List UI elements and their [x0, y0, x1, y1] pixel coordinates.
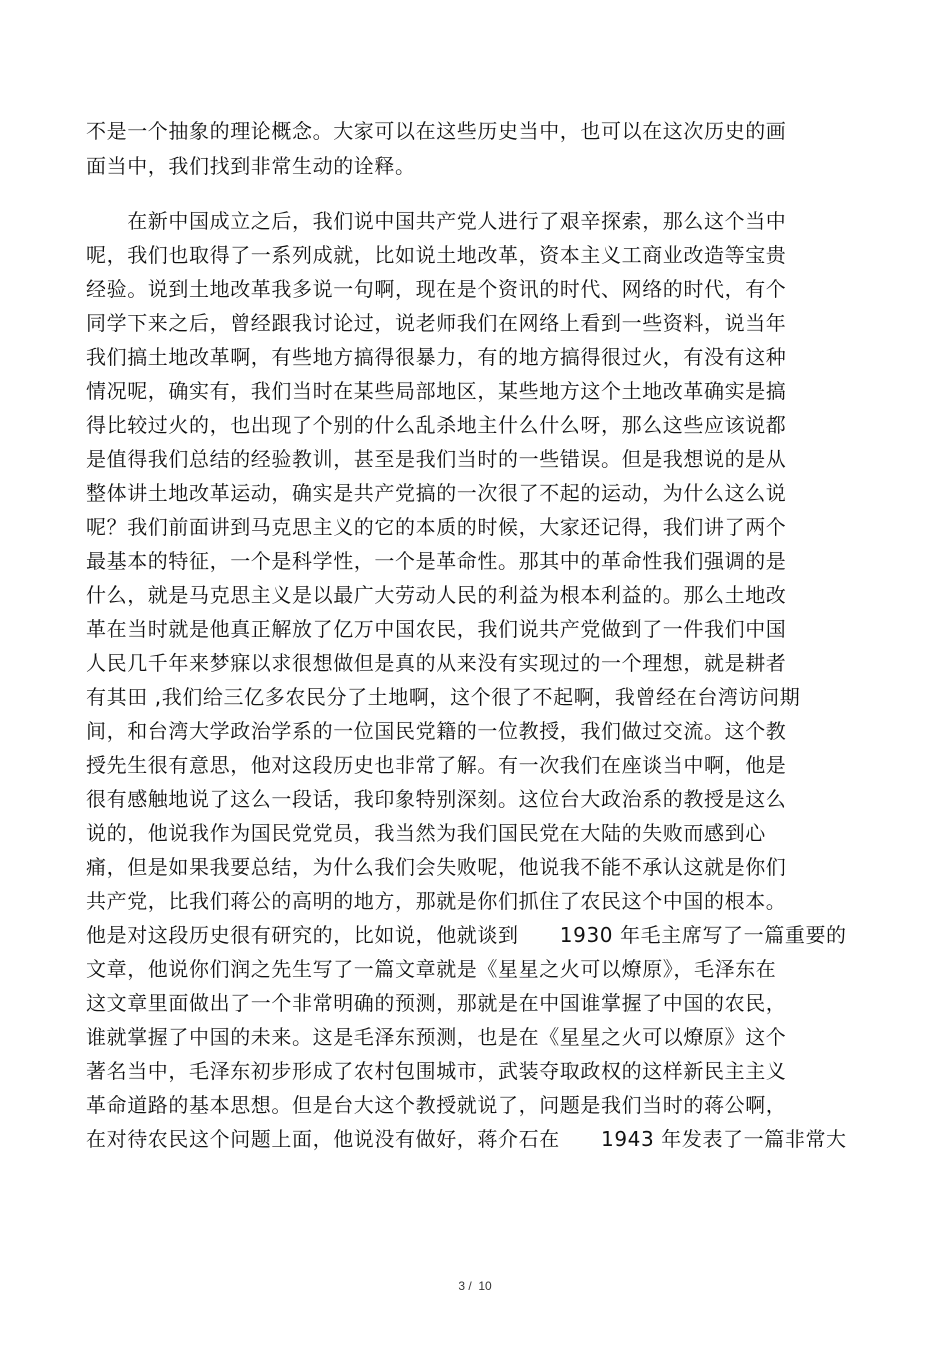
text-line: 呢？我们前面讲到马克思主义的它的本质的时候，大家还记得，我们讲了两个: [86, 515, 787, 539]
text-line: 有其田 ,我们给三亿多农民分了土地啊，这个很了不起啊，我曾经在台湾访问期: [86, 685, 801, 709]
text-line: 呢，我们也取得了一系列成就，比如说土地改革，资本主义工商业改造等宝贵: [86, 243, 787, 267]
text-line: 他是对这段历史很有研究的，比如说，他就谈到 1930 年毛主席写了一篇重要的: [86, 923, 847, 947]
text-line: 什么，就是马克思主义是以最广大劳动人民的利益为根本利益的。那么土地改: [86, 583, 787, 607]
text-line: 很有感触地说了这么一段话，我印象特别深刻。这位台大政治系的教授是这么: [86, 787, 787, 811]
text-line: 情况呢，确实有，我们当时在某些局部地区，某些地方这个土地改革确实是搞: [86, 379, 787, 403]
text-line: 说的，他说我作为国民党党员，我当然为我们国民党在大陆的失败而感到心: [86, 821, 766, 845]
text-line: 同学下来之后，曾经跟我讨论过，说老师我们在网络上看到一些资料，说当年: [86, 311, 787, 335]
text-line: 不是一个抽象的理论概念。大家可以在这些历史当中，也可以在这次历史的画: [86, 119, 787, 143]
text-line: 痛，但是如果我要总结，为什么我们会失败呢，他说我不能不承认这就是你们: [86, 855, 787, 879]
text-line: 经验。说到土地改革我多说一句啊，现在是个资讯的时代、网络的时代，有个: [86, 277, 787, 301]
text-line: 授先生很有意思，他对这段历史也非常了解。有一次我们在座谈当中啊，他是: [86, 753, 787, 777]
text-line: 面当中，我们找到非常生动的诠释。: [86, 154, 416, 178]
text-line: 革在当时就是他真正解放了亿万中国农民，我们说共产党做到了一件我们中国: [86, 617, 787, 641]
text-line: 得比较过火的，也出现了个别的什么乱杀地主什么什么呀，那么这些应该说都: [86, 413, 787, 437]
text-line: 整体讲土地改革运动，确实是共产党搞的一次很了不起的运动，为什么这么说: [86, 481, 787, 505]
text-line: 革命道路的基本思想。但是台大这个教授就说了，问题是我们当时的蒋公啊，: [86, 1093, 787, 1117]
text-line: 是值得我们总结的经验教训，甚至是我们当时的一些错误。但是我想说的是从: [86, 447, 787, 471]
text-line: 最基本的特征，一个是科学性，一个是革命性。那其中的革命性我们强调的是: [86, 549, 787, 573]
text-line: 我们搞土地改革啊，有些地方搞得很暴力，有的地方搞得很过火，有没有这种: [86, 345, 787, 369]
text-line: 人民几千年来梦寐以求很想做但是真的从来没有实现过的一个理想，就是耕者: [86, 651, 787, 675]
text-line: 间，和台湾大学政治学系的一位国民党籍的一位教授，我们做过交流。这个教: [86, 719, 787, 743]
text-line: 在对待农民这个问题上面，他说没有做好，蒋介石在 1943 年发表了一篇非常大: [86, 1127, 847, 1151]
page-number: 3 / 10: [458, 1279, 492, 1293]
text-line: 谁就掌握了中国的未来。这是毛泽东预测，也是在《星星之火可以燎原》这个: [86, 1025, 787, 1049]
text-line: 文章，他说你们润之先生写了一篇文章就是《星星之火可以燎原》，毛泽东在: [86, 957, 777, 981]
text-line: 这文章里面做出了一个非常明确的预测，那就是在中国谁掌握了中国的农民，: [86, 991, 787, 1015]
text-line: 在新中国成立之后，我们说中国共产党人进行了艰辛探索，那么这个当中: [86, 209, 787, 233]
text-line: 著名当中，毛泽东初步形成了农村包围城市，武装夺取政权的这样新民主主义: [86, 1059, 787, 1083]
text-line: 共产党，比我们蒋公的高明的地方，那就是你们抓住了农民这个中国的根本。: [86, 889, 787, 913]
